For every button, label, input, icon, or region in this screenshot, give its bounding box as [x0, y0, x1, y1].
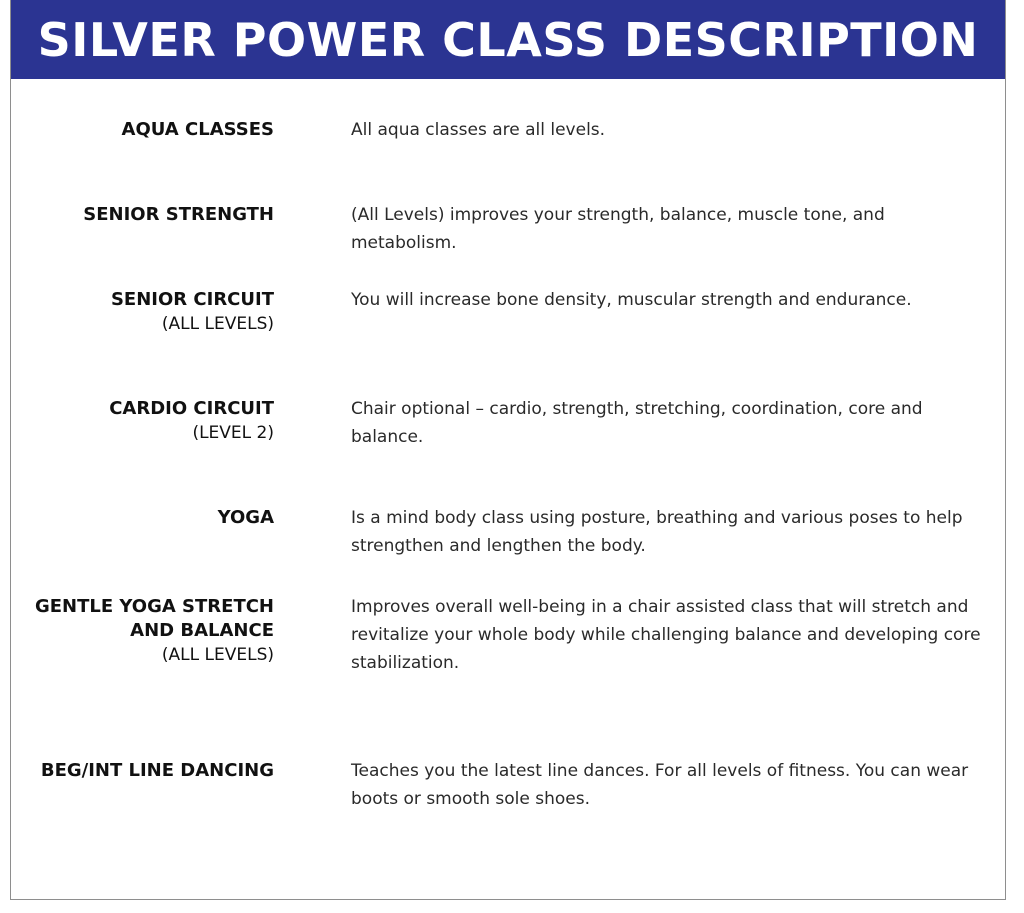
class-label — [11, 288, 274, 336]
class-level: (LEVEL 2) — [192, 423, 274, 443]
class-level: (ALL LEVELS) — [161, 314, 274, 334]
class-description: Chair optional – cardio, strength, stretching, coordination, core and balance. — [351, 399, 923, 447]
page-title: SILVER POWER CLASS DESCRIPTION — [37, 12, 979, 67]
class-name: CARDIO CIRCUIT — [109, 398, 274, 419]
class-label — [11, 759, 274, 783]
class-label — [11, 506, 274, 530]
class-name: SENIOR STRENGTH — [83, 204, 274, 225]
class-level: (ALL LEVELS) — [161, 645, 274, 665]
class-name: GENTLE YOGA STRETCH — [34, 596, 274, 617]
class-label — [11, 118, 274, 142]
class-description-sheet — [10, 0, 1006, 900]
header-banner — [11, 0, 1005, 79]
class-label — [11, 203, 274, 227]
class-description: (All Levels) improves your strength, balance, muscle tone, and metabolism. — [351, 205, 885, 253]
class-name: SENIOR CIRCUIT — [110, 289, 274, 310]
class-description: You will increase bone density, muscular strength and endurance. — [351, 290, 912, 310]
class-description: Is a mind body class using posture, breathing and various poses to help strengthen and lengthen the body. — [351, 508, 963, 556]
class-description: Improves overall well-being in a chair assisted class that will stretch and revitalize your whole body while challenging balance and developing core stabilization. — [351, 597, 981, 673]
class-name: BEG/INT LINE DANCING — [40, 760, 274, 781]
class-name: YOGA — [217, 507, 274, 528]
class-label — [11, 595, 274, 667]
class-description: Teaches you the latest line dances. For all levels of fitness. You can wear boots or smooth sole shoes. — [351, 761, 969, 809]
class-name: AQUA CLASSES — [121, 119, 274, 140]
class-label — [11, 397, 274, 445]
class-name-line-2: AND BALANCE — [130, 620, 274, 641]
class-description: All aqua classes are all levels. — [351, 120, 606, 140]
